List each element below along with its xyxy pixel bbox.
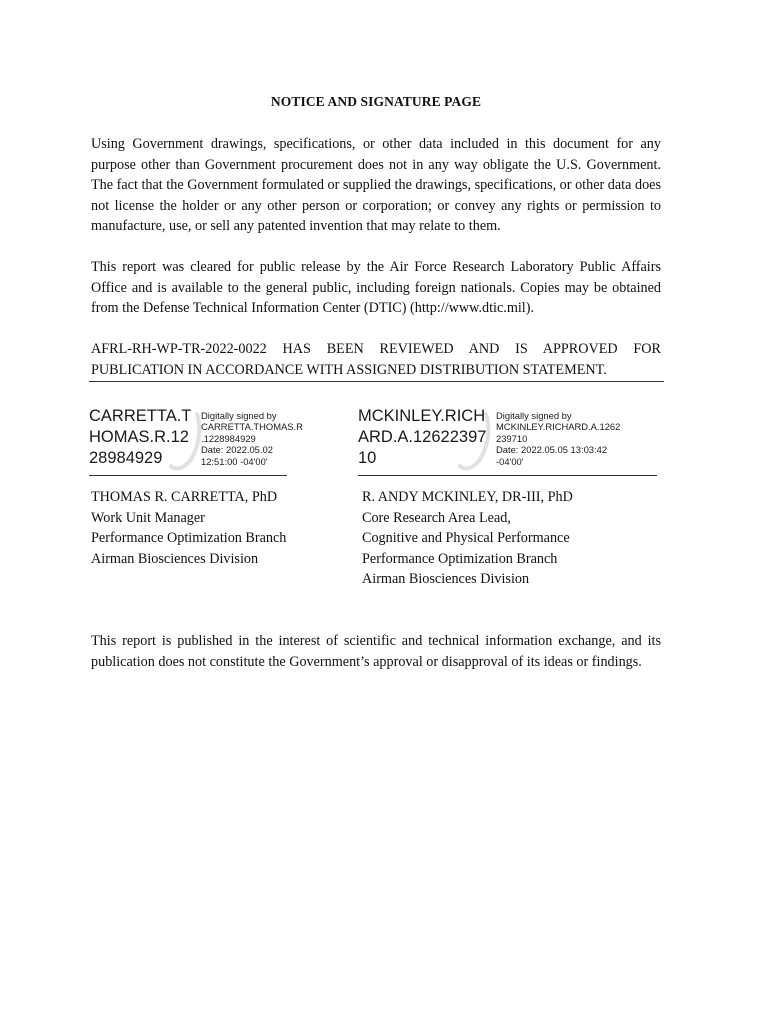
page-title: NOTICE AND SIGNATURE PAGE bbox=[270, 94, 482, 109]
signer-title: Work Unit Manager bbox=[91, 509, 205, 526]
digital-signature-mckinley bbox=[358, 406, 657, 476]
procurement-notice-paragraph: Using Government drawings, specifications, or other data included in this document for any purpose other than Government procurement does not in any way obligate the U.S. Government. The fact that the Government formulated or supplied the drawings, specifications, or other data does not license the holder or any other person or corporation; or convey any rights or permission to manufacture, use, or sell any patented invention that may relate to them. bbox=[91, 136, 661, 235]
signer-title: Core Research Area Lead, bbox=[362, 509, 511, 526]
signer-certificate-name: MCKINLEY.RICH ARD.A.12622397 10 bbox=[358, 407, 487, 467]
signature-line bbox=[89, 475, 287, 476]
section-divider bbox=[89, 381, 664, 382]
public-release-paragraph: This report was cleared for public release by the Air Force Research Laboratory Public Affairs Office and is available to the general public, including foreign nationals. Copies may be obtained from the Defense Technical Information Center (DTIC) (http://www.dtic.mil). bbox=[91, 259, 661, 317]
signer-division: Airman Biosciences Division bbox=[362, 571, 530, 588]
digital-signature-carretta bbox=[89, 406, 303, 476]
signature-details: Digitally signed by MCKINLEY.RICHARD.A.1262 239710 Date: 2022.05.05 13:03:42 -04'00' bbox=[496, 410, 621, 467]
signer-block-carretta bbox=[91, 487, 341, 569]
signer-name: R. ANDY MCKINLEY, DR-III, PhD bbox=[362, 489, 573, 505]
signer-block-mckinley bbox=[362, 487, 662, 590]
signature-line bbox=[358, 475, 657, 476]
signer-certificate-name: CARRETTA.T HOMAS.R.12 28984929 bbox=[89, 407, 192, 467]
signer-name: THOMAS R. CARRETTA, PhD bbox=[91, 489, 278, 505]
approval-statement-paragraph: AFRL-RH-WP-TR-2022-0022 HAS BEEN REVIEWED AND IS APPROVED FOR PUBLICATION IN ACCORDANCE WITH ASSIGNED DISTRIBUTION STATEMENT. bbox=[91, 341, 661, 378]
signer-branch: Performance Optimization Branch bbox=[91, 530, 287, 547]
signer-division: Airman Biosciences Division bbox=[91, 550, 259, 567]
signer-title-continued: Cognitive and Physical Performance bbox=[362, 530, 570, 547]
signer-branch: Performance Optimization Branch bbox=[362, 550, 558, 567]
signature-details: Digitally signed by CARRETTA.THOMAS.R .1228984929 Date: 2022.05.02 12:51:00 -04'00' bbox=[201, 410, 303, 467]
publication-disclaimer-paragraph: This report is published in the interest of scientific and technical information exchange, and its publication does not constitute the Government’s approval or disapproval of its ideas or findings. bbox=[91, 633, 661, 670]
